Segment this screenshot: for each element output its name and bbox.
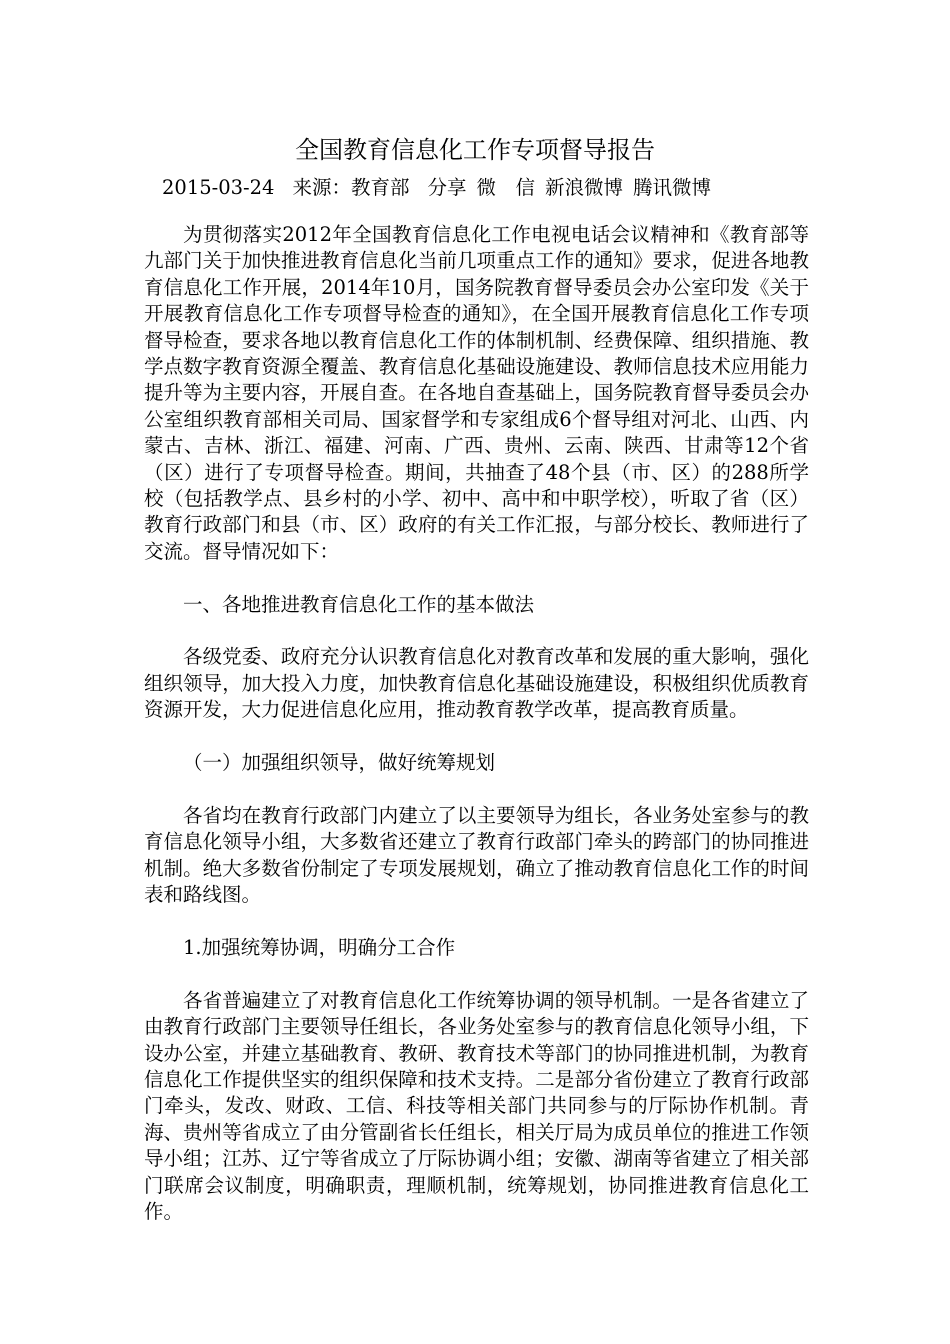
body-paragraph: 为贯彻落实2012年全国教育信息化工作电视电话会议精神和《教育部等九部门关于加快推进教育信息化当前几项重点工作的通知》要求，促进各地教育信息化工作开展，2014年10月，国务院教育督导委员会办公室印发《关于开展教育信息化工作专项督导检查的通知》，在全国开展教育信息化工作专项督导检查，要求各地以教育信息化工作的体制机制、经费保障、组织措施、教学点数字教育资源全覆盖、教育信息化基础设施建设、教师信息技术应用能力提升等为主要内容，开展自查。在各地自查基础上，国务院教育督导委员会办公室组织教育部相关司局、国家督学和专家组成6个督导组对河北、山西、内蒙古、吉林、浙江、福建、河南、广西、贵州、云南、陕西、甘肃等12个省（区）进行了专项督导检查。期间，共抽查了48个县（市、区）的288所学校（包括教学点、县乡村的小学、初中、高中和中职学校），听取了省（区）教育行政部门和县（市、区）政府的有关工作汇报，与部分校长、教师进行了交流。督导情况如下： xyxy=(144,223,809,563)
document-body xyxy=(144,222,809,1225)
publish-date: 2015-03-24 xyxy=(162,176,275,199)
share-label: 分享 xyxy=(427,176,467,199)
subsection-heading: （一）加强组织领导，做好统筹规划 xyxy=(183,751,496,775)
article-meta xyxy=(162,172,711,204)
share-wechat-link[interactable]: 微 信 xyxy=(476,176,535,199)
body-paragraph: 各省普遍建立了对教育信息化工作统筹协调的领导机制。一是各省建立了由教育行政部门主要领导任组长，各业务处室参与的教育信息化领导小组，下设办公室，并建立基础教育、教研、教育技术等部门的协同推进机制，为教育信息化工作提供坚实的组织保障和技术支持。二是部分省份建立了教育行政部门牵头，发改、财政、工信、科技等相关部门共同参与的厅际协作机制。青海、贵州等省成立了由分管副省长任组长，相关厅局为成员单位的推进工作领导小组；江苏、辽宁等省成立了厅际协调小组；安徽、湖南等省建立了相关部门联席会议制度，明确职责，理顺机制，统筹规划，协同推进教育信息化工作。 xyxy=(144,988,809,1223)
body-paragraph: 各级党委、政府充分认识教育信息化对教育改革和发展的重大影响，强化组织领导，加大投入力度，加快教育信息化基础设施建设，积极组织优质教育资源开发，大力促进信息化应用，推动教育教学改革，提高教育质量。 xyxy=(144,645,809,722)
share-tencent-weibo-link[interactable]: 腾讯微博 xyxy=(633,176,712,199)
section-heading: 一、各地推进教育信息化工作的基本做法 xyxy=(183,592,535,616)
share-sina-weibo-link[interactable]: 新浪微博 xyxy=(544,176,623,199)
source-label: 来源：教育部 xyxy=(292,176,410,199)
subsection-heading: 1.加强统筹协调，明确分工合作 xyxy=(183,935,456,959)
body-paragraph: 各省均在教育行政部门内建立了以主要领导为组长，各业务处室参与的教育信息化领导小组，大多数省还建立了教育行政部门牵头的跨部门的协同推进机制。绝大多数省份制定了专项发展规划，确立了推动教育信息化工作的时间表和路线图。 xyxy=(144,803,809,907)
document-title: 全国教育信息化工作专项督导报告 xyxy=(295,136,655,164)
